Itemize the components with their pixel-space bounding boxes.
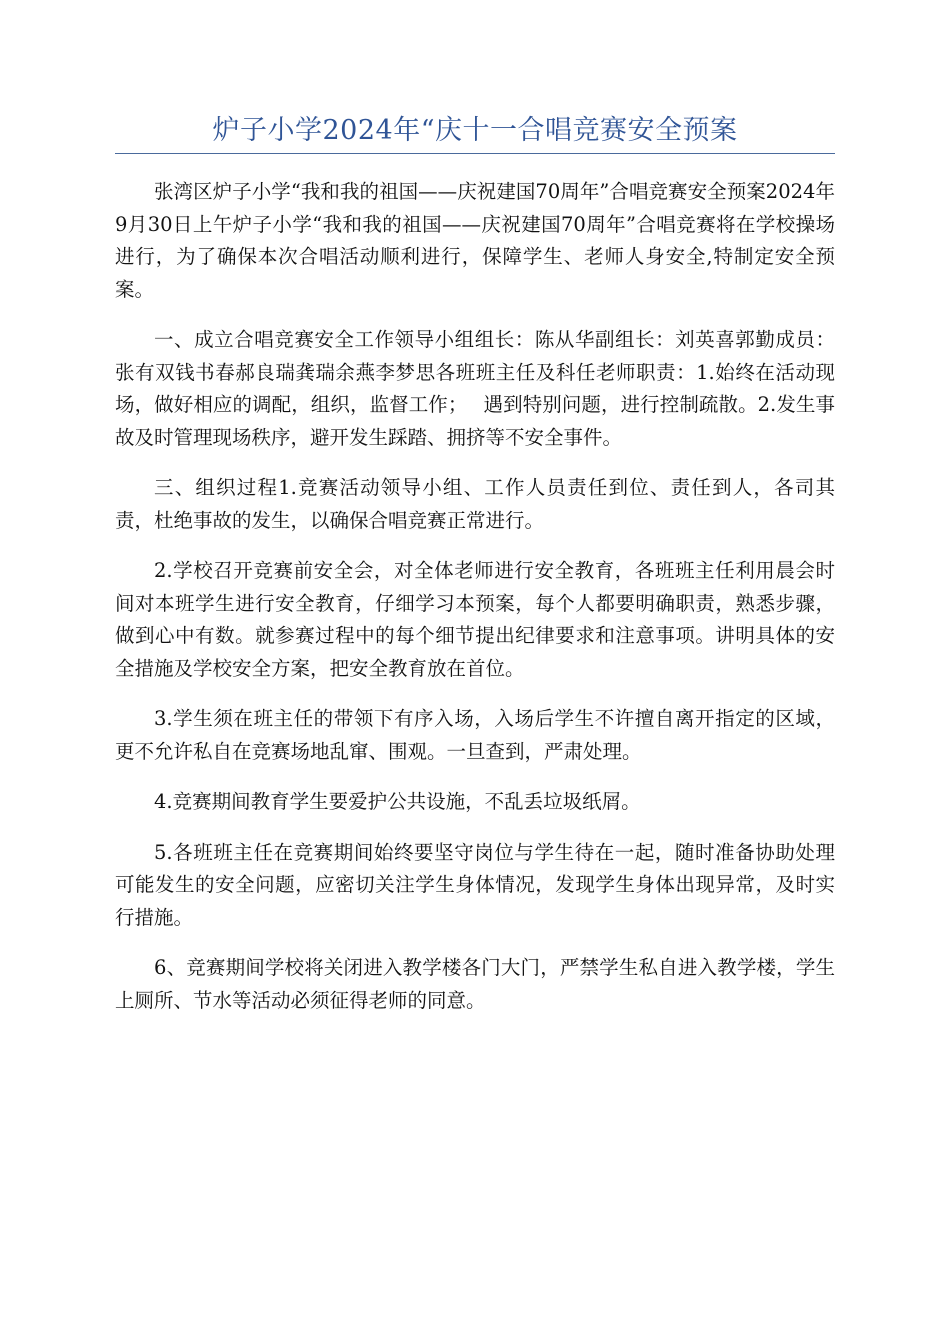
paragraph-organization-process: 三、组织过程1.竞赛活动领导小组、工作人员责任到位、责任到人，各司其责，杜绝事故的发生，以确保合唱竞赛正常进行。 <box>115 476 835 532</box>
paragraph-building-closure: 6、竞赛期间学校将关闭进入教学楼各门大门，严禁学生私自进入教学楼，学生上厕所、节水等活动必须征得老师的同意。 <box>115 956 835 1012</box>
paragraph-teacher-duty: 5.各班班主任在竞赛期间始终要坚守岗位与学生待在一起，随时准备协助处理可能发生的安全问题，应密切关注学生身体情况，发现学生身体出现异常，及时实行措施。 <box>115 840 835 929</box>
paragraph-public-facilities: 4.竞赛期间教育学生要爱护公共设施，不乱丢垃圾纸屑。 <box>154 790 641 813</box>
document-body <box>115 176 835 1035</box>
paragraph-intro: 张湾区炉子小学“我和我的祖国——庆祝建国70周年”合唱竞赛安全预案2024年9月30日上午炉子小学“我和我的祖国——庆祝建国70周年”合唱竞赛将在学校操场进行，为了确保本次合唱活动顺利进行，保障学生、老师人身安全,特制定安全预案。 <box>115 180 835 301</box>
paragraph-safety-meeting: 2.学校召开竞赛前安全会，对全体老师进行安全教育，各班班主任利用晨会时间对本班学生进行安全教育，仔细学习本预案，每个人都要明确职责，熟悉步骤，做到心中有数。就参赛过程中的每个细节提出纪律要求和注意事项。讲明具体的安全措施及学校安全方案，把安全教育放在首位。 <box>115 559 835 680</box>
paragraph-orderly-entry: 3.学生须在班主任的带领下有序入场，入场后学生不许擅自离开指定的区域，更不允许私自在竞赛场地乱窜、围观。一旦查到，严肃处理。 <box>115 707 835 763</box>
title-block <box>115 113 835 154</box>
paragraph-leadership-group: 一、成立合唱竞赛安全工作领导小组组长：陈从华副组长：刘英喜郭勤成员：张有双钱书春郝良瑞龚瑞余燕李梦思各班班主任及科任老师职责：1.始终在活动现场，做好相应的调配，组织，监督工作； 遇到特别问题，进行控制疏散。2.发生事故及时管理现场秩序，避开发生踩踏、拥挤等不安全事件。 <box>115 328 835 449</box>
document-title: 炉子小学2024年“庆十一合唱竞赛安全预案 <box>212 115 738 146</box>
